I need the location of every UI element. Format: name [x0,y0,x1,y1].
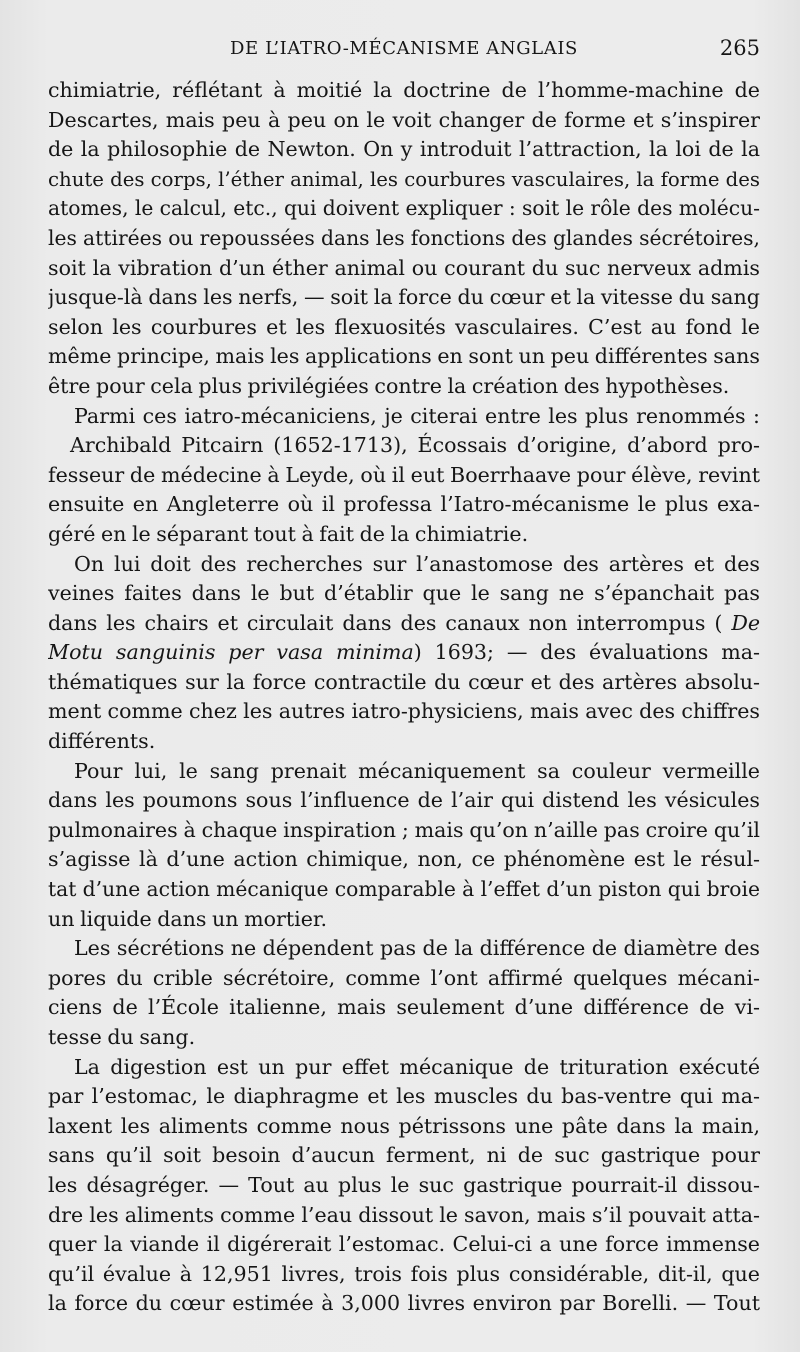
body-text [48,76,760,1319]
text-line: Descartes, mais peu à peu on le voit changer de forme et s’inspirer [48,107,760,132]
running-head: DE L’IATRO-MÉCANISME ANGLAIS [230,38,578,59]
text-line-with-italic-title [48,638,760,668]
text-line: s’agisse là d’une action chimique, non, ce phénomène est le résul- [48,847,760,872]
text-line: Archibald Pitcairn (1652-1713), Écossais d’origine, d’abord pro- [70,433,760,458]
text-line: pores du crible sécrétoire, comme l’ont affirmé quelques mécani- [48,965,760,990]
italic-title: Motu sanguinis per vasa minima [48,640,414,665]
text-line: les attirées ou repoussées dans les fonctions des glandes sécrétoires, [48,225,760,250]
text-line: tat d’une action mécanique comparable à l’effet d’un piston qui broie [48,877,760,902]
text-line: Les sécrétions ne dépendent pas de la différence de diamètre des [74,936,760,961]
text-line: dans les poumons sous l’influence de l’air qui distend les vésicules [48,788,760,813]
text-line: différents. [48,729,156,754]
text-line: être pour cela plus privilégiées contre la création des hypothèses. [48,373,730,398]
italic-title: De [731,610,760,635]
text-line: qu’il évalue à 12,951 livres, trois fois plus considérable, dit-il, que [48,1261,760,1286]
text-line: pulmonaires à chaque inspiration ; mais qu’on n’aille pas croire qu’il [48,817,760,842]
text-line: ensuite en Angleterre où il professa l’Iatro-mécanisme le plus exa- [48,492,760,517]
text-line: les désagréger. — Tout au plus le suc gastrique pourrait-il dissou- [48,1172,760,1197]
text-line: fesseur de médecine à Leyde, où il eut Boerrhaave pour élève, revint [48,462,760,487]
text-line: ciens de l’École italienne, mais seulement d’une différence de vi- [48,995,760,1020]
text-line: chimiatrie, réflétant à moitié la doctrine de l’homme-machine de [48,78,760,102]
text-line: atomes, le calcul, etc., qui doivent expliquer : soit le rôle des molécu- [48,196,760,221]
text-line: veines faites dans le but d’établir que le sang ne s’épanchait pas [48,581,760,606]
text-line-with-italic-title [48,609,760,639]
text-line: de la philosophie de Newton. On y introduit l’attraction, la loi de la [48,137,760,162]
page-header [48,36,760,66]
text-line: ment comme chez les autres iatro-physiciens, mais avec des chiffres [48,699,760,724]
text-line: soit la vibration d’un éther animal ou courant du suc nerveux admis [48,255,760,280]
text-line: thématiques sur la force contractile du cœur et des artères absolu- [48,669,760,694]
text-line: selon les courbures et les flexuosités vasculaires. C’est au fond le [48,314,760,339]
text-line: tesse du sang. [48,1025,196,1049]
text-line: par l’estomac, le diaphragme et les muscles du bas-ventre qui ma- [48,1084,760,1109]
text-segment: ) 1693; — des évaluations ma- [413,640,760,665]
text-line: même principe, mais les applications en sont un peu différentes sans [48,344,760,369]
text-line: sans qu’il soit besoin d’aucun ferment, ni de suc gastrique pour [48,1143,760,1168]
page-number: 265 [719,36,760,60]
text-line: On lui doit des recherches sur l’anastomose des artères et des [74,551,760,576]
text-line: Parmi ces iatro-mécaniciens, je citerai entre les plus renommés : [74,403,760,428]
text-line: chute des corps, l’éther animal, les courbures vasculaires, la forme des [48,167,760,191]
text-line: jusque-là dans les nerfs, — soit la force du cœur et la vitesse du sang [48,285,760,310]
text-line: dre les aliments comme l’eau dissout le savon, mais s’il pouvait atta- [48,1202,760,1227]
text-segment: dans les chairs et circulait dans des canaux non interrompus ( [48,610,723,635]
text-line: quer la viande il digérerait l’estomac. Celui-ci a une force immense [48,1232,760,1257]
text-line: géré en le séparant tout à fait de la chimiatrie. [48,521,529,546]
text-line: Pour lui, le sang prenait mécaniquement sa couleur vermeille [74,758,760,783]
text-line: La digestion est un pur effet mécanique de trituration exécuté [74,1054,760,1079]
text-line: laxent les aliments comme nous pétrissons une pâte dans la main, [48,1113,760,1138]
text-line: un liquide dans un mortier. [48,906,328,931]
text-line: la force du cœur estimée à 3,000 livres environ par Borelli. — Tout [48,1291,760,1316]
